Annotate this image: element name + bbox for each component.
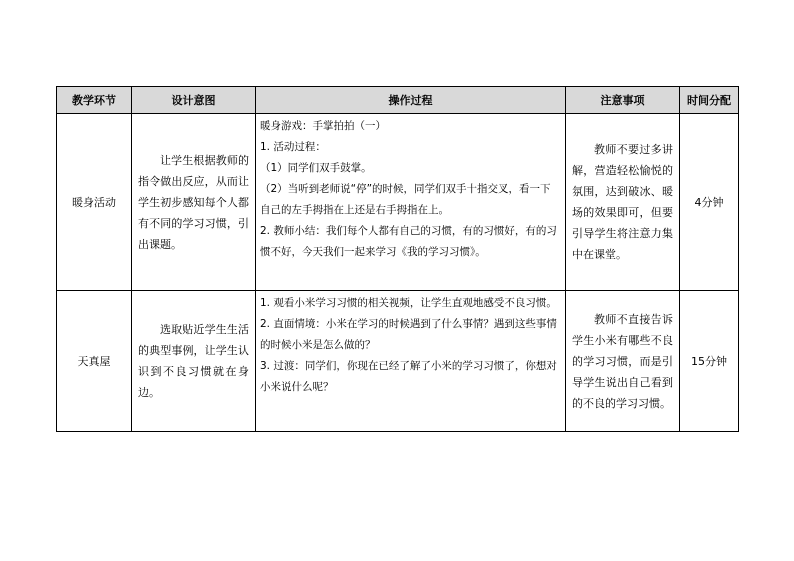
process-line: 3. 过渡：同学们，你现在已经了解了小米的学习习惯了，你想对小米说什么呢？ [260, 360, 557, 393]
header-row [57, 87, 739, 114]
process-line: 2. 直面情境：小米在学习的时候遇到了什么事情？遇到这些事情的时候小米是怎么做的？ [260, 318, 557, 351]
time-cell: 4分钟 [680, 114, 739, 291]
header-notes: 注意事项 [566, 87, 680, 114]
process-line: 暖身游戏：手掌拍拍（一） [260, 120, 386, 132]
intent-cell [132, 291, 256, 432]
process-line: 1. 活动过程： [260, 141, 326, 153]
note-text: 教师不要过多讲解，营造轻松愉悦的氛围，达到破冰、暖场的效果即可，但要引导学生将注意力集中在课堂。 [572, 143, 673, 261]
process-cell [256, 291, 566, 432]
time-cell: 15分钟 [680, 291, 739, 432]
header-stage: 教学环节 [57, 87, 132, 114]
header-process: 操作过程 [256, 87, 566, 114]
table-row [57, 114, 739, 291]
header-intent: 设计意图 [132, 87, 256, 114]
intent-text: 选取贴近学生生活的典型事例，让学生认识到不良习惯就在身边。 [138, 323, 249, 399]
note-cell [566, 114, 680, 291]
table-row [57, 291, 739, 432]
intent-text: 让学生根据教师的指令做出反应，从而让学生初步感知每个人都有不同的学习习惯，引出课题。 [138, 153, 249, 251]
stage-cell: 暖身活动 [57, 114, 132, 291]
process-cell [256, 114, 566, 291]
note-text: 教师不直接告诉学生小米有哪些不良的学习习惯，而是引导学生说出自己看到的不良的学习习惯。 [572, 312, 673, 410]
note-cell [566, 291, 680, 432]
header-time: 时间分配 [680, 87, 739, 114]
stage-cell: 天真屋 [57, 291, 132, 432]
process-line: 1. 观看小米学习习惯的相关视频，让学生直观地感受不良习惯。 [260, 297, 557, 309]
process-line: （1）同学们双手鼓掌。 [260, 162, 372, 174]
lesson-plan-table [56, 86, 739, 432]
process-line: （2）当听到老师说“停”的时候，同学们双手十指交叉，看一下自己的左手拇指在上还是右手拇指在上。 [260, 183, 551, 216]
intent-cell [132, 114, 256, 291]
process-line: 2. 教师小结：我们每个人都有自己的习惯，有的习惯好，有的习惯不好，今天我们一起来学习《我的学习习惯》。 [260, 225, 557, 258]
